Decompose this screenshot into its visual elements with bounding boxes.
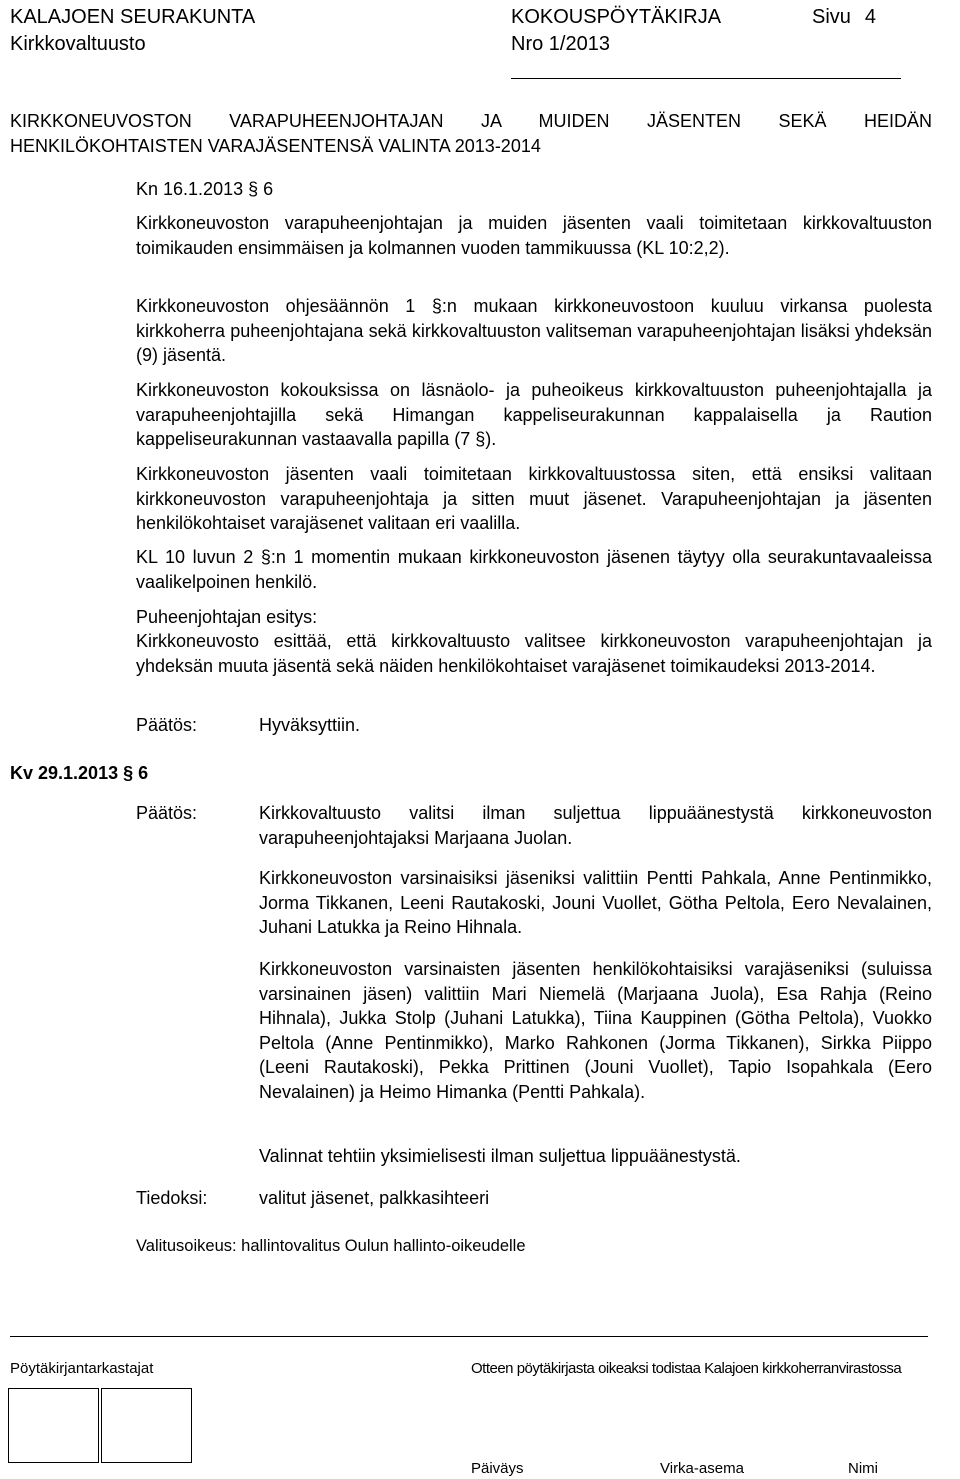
paragraph-eligibility: KL 10 luvun 2 §:n 1 momentin mukaan kirkkoneuvoston jäsenen täytyy olla seurakuntavaaleissa vaalikelpoinen henkilö. <box>136 547 932 592</box>
paragraph-symbol: § <box>123 763 134 783</box>
section-title-line-1: KIRKKONEUVOSTON VARAPUHEENJOHTAJAN JA MUIDEN JÄSENTEN SEKÄ HEIDÄN <box>10 111 932 131</box>
section-title <box>10 109 932 159</box>
decision-label: Päätös: <box>136 715 198 735</box>
certification-text: Otteen pöytäkirjasta oikeaksi todistaa Kalajoen kirkkoherranvirastossa <box>471 1360 902 1377</box>
inspector-signature-box <box>101 1388 192 1463</box>
appeal-notice: Valitusoikeus: hallintovalitus Oulun hallinto-oikeudelle <box>136 1237 526 1255</box>
decision-deputy-members: Kirkkoneuvoston varsinaisten jäsenten henkilökohtaisiksi varajäseniksi (suluissa varsinainen jäsen) valittiin Mari Niemelä (Marjaana Juola), Esa Rahja (Reino Hihnala), Jukka Stolp (Juhani Latukka), Tiina Kauppinen (Götha Peltola), Vuokko Peltola (Anne Pentinmikko), Marko Rahkonen (Jorma Tikkanen), Sirkka Piippo (Leeni Rautakoski), Pekka Prittinen (Jouni Vuollet), Tapio Isopahkala (Eero Nevalainen) ja Heimo Himanka (Pentti Pahkala). <box>259 959 932 1102</box>
notices-text: valitut jäsenet, palkkasihteeri <box>259 1188 490 1208</box>
paragraph-symbol: § <box>475 429 486 449</box>
paragraph-symbol: § <box>431 296 442 316</box>
date-label: Päiväys <box>471 1460 524 1477</box>
position-label: Virka-asema <box>660 1460 744 1477</box>
decision-members: Kirkkoneuvoston varsinaisiksi jäseniksi valittiin Pentti Pahkala, Anne Pentinmikko, Jorma Tikkanen, Leeni Rautakoski, Jouni Vuollet, Götha Peltola, Eero Nevalainen, Juhani Latukka ja Reino Hihnala. <box>259 868 932 937</box>
paragraph-attendance-rights: Kirkkoneuvoston kokouksissa on läsnäolo- ja puheoikeus kirkkovaltuuston puheenjohtajalla ja varapuheenjohtajilla sekä Himangan kappeliseurakunnan kappalaisella ja Raution kappeliseurakunnan vastaavalla papilla (7 §). <box>136 380 932 449</box>
decision-unanimous: Valinnat tehtiin yksimielisesti ilman suljettua lippuäänestystä. <box>259 1146 741 1166</box>
organization-name: KALAJOEN SEURAKUNTA <box>10 6 256 28</box>
page-indicator <box>812 4 876 30</box>
kv-reference-number: 6 <box>138 763 149 783</box>
paragraph-election-procedure: Kirkkoneuvoston jäsenten vaali toimitetaan kirkkovaltuustossa siten, että ensiksi valitaan kirkkoneuvoston varapuheenjohtaja ja sitten muut jäsenet. Varapuheenjohtajan ja jäsenten henkilökohtaiset varajäsenet valitaan eri vaalilla. <box>136 464 932 533</box>
document-type: KOKOUSPÖYTÄKIRJA <box>511 6 722 28</box>
kv-reference <box>10 761 148 786</box>
decision-label: Päätös: <box>136 803 198 823</box>
section-title-line-2: HENKILÖKOHTAISTEN VARAJÄSENTENSÄ VALINTA 2013-2014 <box>10 136 541 156</box>
page-label: Sivu <box>812 6 851 28</box>
paragraph-election-timing: Kirkkoneuvoston varapuheenjohtajan ja muiden jäsenten vaali toimitetaan kirkkovaltuuston toimikauden ensimmäisen ja kolmannen vuoden tammikuussa (KL 10:2,2). <box>136 213 932 258</box>
kv-reference-date: Kv 29.1.2013 <box>10 763 119 783</box>
inspector-signature-box <box>8 1388 99 1463</box>
page-number: 4 <box>864 6 877 28</box>
notices-label: Tiedoksi: <box>136 1188 208 1208</box>
paragraph-board-composition: Kirkkoneuvoston ohjesäännön 1 §:n mukaan kirkkoneuvostoon kuuluu virkansa puolesta kirkkoherra puheenjohtajana sekä kirkkovaltuuston valitseman varapuheenjohtajan lisäksi yhdeksän (9) jäsentä. <box>136 296 932 365</box>
decision-text: Hyväksyttiin. <box>259 715 361 735</box>
proposal-label: Puheenjohtajan esitys: <box>136 607 318 627</box>
decision-vice-chair: Kirkkovaltuusto valitsi ilman suljettua lippuäänestystä kirkkoneuvoston varapuheenjohtajaksi Marjaana Juolan. <box>259 803 932 848</box>
name-label: Nimi <box>848 1460 878 1477</box>
footer-rule <box>10 1336 928 1337</box>
inspectors-label: Pöytäkirjantarkastajat <box>10 1360 154 1377</box>
kn-reference-date: Kn 16.1.2013 <box>136 179 244 199</box>
header-rule <box>511 78 901 79</box>
paragraph-symbol: § <box>248 179 259 199</box>
kn-reference <box>136 177 273 202</box>
kn-reference-number: 6 <box>263 179 274 199</box>
minutes-number: Nro 1/2013 <box>511 33 610 55</box>
proposal-text: Kirkkoneuvosto esittää, että kirkkovaltuusto valitsee kirkkoneuvoston varapuheenjohtajan ja yhdeksän muuta jäsentä sekä näiden henkilökohtaiset varajäsenet toimikaudeksi 2013-2014. <box>136 631 932 676</box>
paragraph-symbol: § <box>260 547 271 567</box>
meeting-body: Kirkkovaltuusto <box>10 33 146 55</box>
